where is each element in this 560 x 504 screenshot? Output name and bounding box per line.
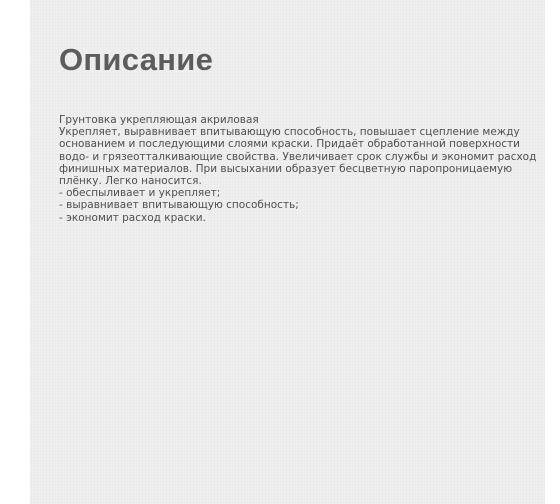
feature-list-item: - выравнивает впитывающую способность; (59, 199, 299, 212)
feature-list-item: - обеспыливает и укрепляет; (59, 187, 221, 200)
page-title: Описание (59, 42, 214, 77)
description-line: Укрепляет, выравнивает впитывающую способность, повышает сцепление между (59, 126, 520, 139)
feature-list-item: - экономит расход краски. (59, 211, 206, 224)
product-name-line: Грунтовка укрепляющая акриловая (59, 114, 259, 126)
description-text (59, 114, 537, 224)
description-line: водо- и грязеотталкивающие свойства. Увеличивает срок службы и экономит расход (59, 150, 537, 163)
description-card (30, 0, 545, 504)
description-line: основанием и последующими слоями краски. Придаёт обработанной поверхности (59, 138, 520, 151)
description-line: плёнку. Легко наносится. (59, 175, 202, 188)
description-line: финишных материалов. При высыхании образует бесцветную паропроницаемую (59, 162, 513, 175)
